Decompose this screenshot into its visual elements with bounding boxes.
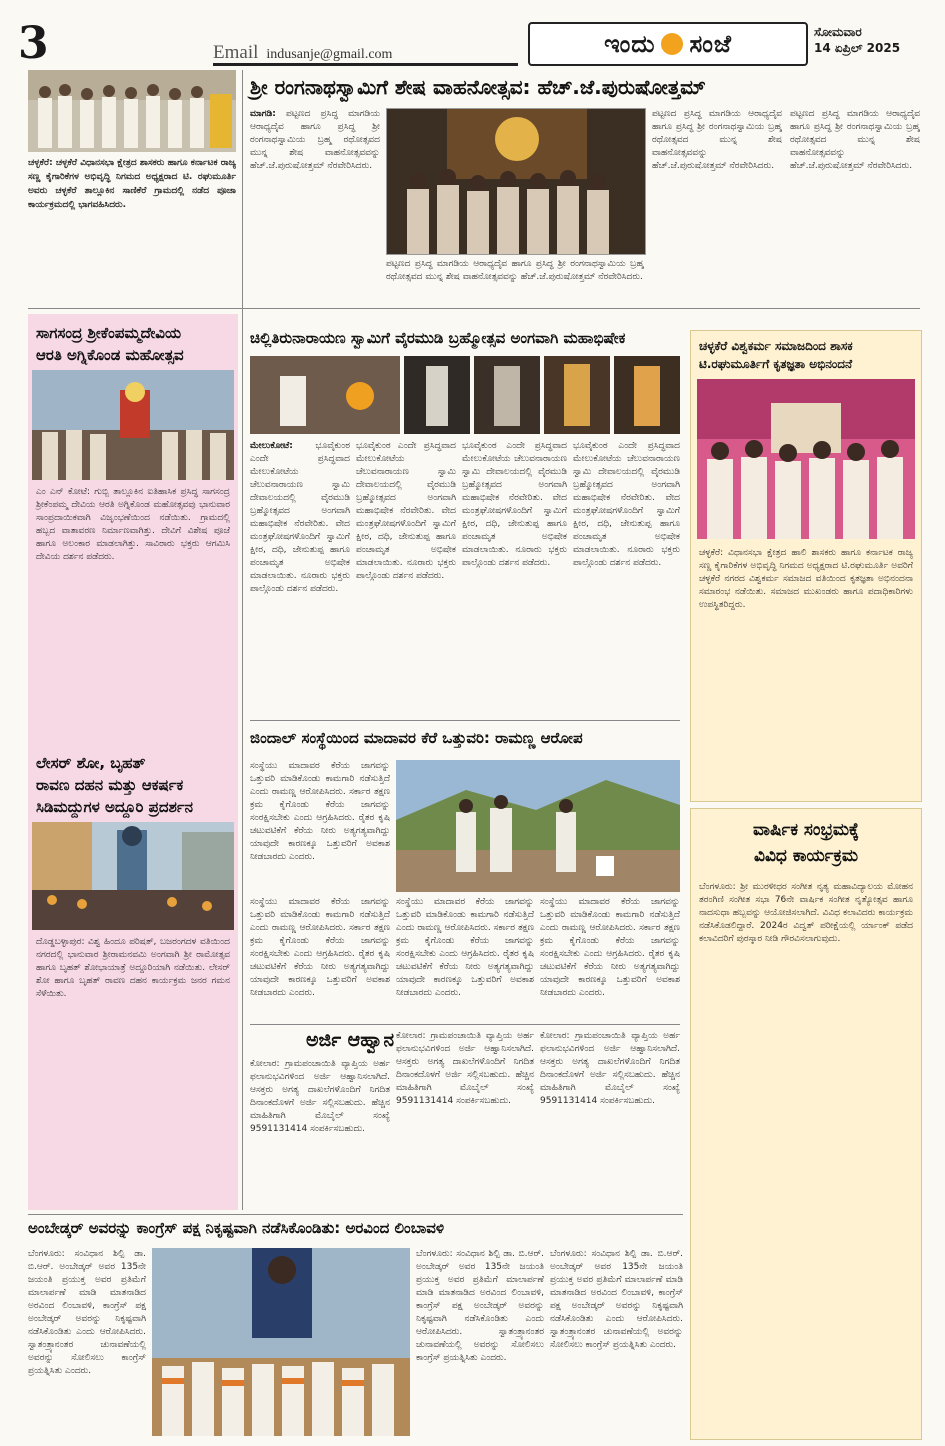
a9-headline	[691, 809, 921, 877]
a6-headline-line2: ರಾವಣ ದಹನ ಮತ್ತು ಆಕರ್ಷಕ	[36, 776, 184, 794]
a10-photo	[152, 1248, 410, 1436]
sun-logo-icon	[661, 33, 683, 55]
column-divider	[242, 70, 243, 1210]
a7-photo-svg	[396, 760, 680, 892]
a3-photo	[32, 370, 234, 480]
a7-body-col1: ಸಂಸ್ಥೆಯು ಮಾದಾವರ ಕೆರೆಯ ಜಾಗವನ್ನು ಒತ್ತುವರಿ ಮಾಡಿಕೊಂಡು ಕಾಮಗಾರಿ ನಡೆಸುತ್ತಿದೆ ಎಂದು ರಾಮಣ್ಣ ಆರೋಪಿಸಿದರು. ಸರ್ಕಾರ ತಕ್ಷಣ ಕ್ರಮ ಕೈಗೊಂಡು ಕೆರೆಯ ಜಾಗವನ್ನು ಸಂರಕ್ಷಿಸಬೇಕು ಎಂದು ಆಗ್ರಹಿಸಿದರು. ರೈತರ ಕೃಷಿ ಚಟುವಟಿಕೆಗೆ ಕೆರೆಯ ನೀರು ಅತ್ಯಗತ್ಯವಾಗಿದ್ದು ಯಾವುದೇ ಕಾರಣಕ್ಕೂ ಒತ್ತುವರಿಗೆ ಅವಕಾಶ ನೀಡಬಾರದು ಎಂದರು.	[250, 761, 390, 862]
a9-body: ಬೆಂಗಳೂರು: ಶ್ರೀ ಮುರಳೀಧರ ಸಂಗೀತ ನೃತ್ಯ ಮಹಾವಿದ್ಯಾಲಯ ಮೋಹನ ತರಂಗಿಣಿ ಸಂಗೀತ ಸಭಾ 76ನೇ ವಾರ್ಷಿಕ ಸಂಗೀತ ನೃತ್ಯೋತ್ಸವ ಹಾಗೂ ನಾದಸುಧಾ ಹಬ್ಬವನ್ನು ಆಯೋಜಿಸಲಾಗಿದೆ. ವಿವಿಧ ಕಲಾವಿದರು ಕಾರ್ಯಕ್ರಮ ನಡೆಸಿಕೊಡಲಿದ್ದಾರೆ. 2024ರ ವಿದ್ವತ್ ಪರೀಕ್ಷೆಯಲ್ಲಿ ರ್ಯಾಂಕ್ ಪಡೆದ ಕಲಾವಿದರಿಗೆ ಪುರಸ್ಕಾರ ನೀಡಿ ಗೌರವಿಸಲಾಗುವುದು.	[699, 882, 913, 944]
a2-photo-svg	[28, 70, 236, 152]
a5-box	[690, 330, 922, 802]
a4-photo-strip	[250, 356, 680, 434]
row-divider-2	[250, 720, 680, 721]
a5-photo-svg	[697, 379, 915, 539]
a5-photo	[697, 379, 915, 539]
a4-body-col3: ಭೂವೈಕುಂಠ ಎಂದೇ ಪ್ರಸಿದ್ಧವಾದ ಮೇಲುಕೋಟೆಯ ಚೆಲುವನಾರಾಯಣ ಸ್ವಾಮಿ ದೇವಾಲಯದಲ್ಲಿ ವೈರಮುಡಿ ಬ್ರಹ್ಮೋತ್ಸವದ ಅಂಗವಾಗಿ ಮಹಾಭಿಷೇಕ ನೆರವೇರಿತು. ವೇದ ಮಂತ್ರಘೋಷಗಳೊಂದಿಗೆ ಸ್ವಾಮಿಗೆ ಕ್ಷೀರ, ದಧಿ, ಜೇನುತುಪ್ಪ ಹಾಗೂ ಪಂಚಾಮೃತ ಅಭಿಷೇಕ ಮಾಡಲಾಯಿತು. ನೂರಾರು ಭಕ್ತರು ಪಾಲ್ಗೊಂಡು ದರ್ಶನ ಪಡೆದರು.	[462, 441, 567, 568]
a8-body-col2: ಕೋಲಾರ: ಗ್ರಾಮಪಂಚಾಯಿತಿ ವ್ಯಾಪ್ತಿಯ ಅರ್ಹ ಫಲಾನುಭವಿಗಳಿಂದ ಅರ್ಜಿ ಆಹ್ವಾನಿಸಲಾಗಿದೆ. ಆಸಕ್ತರು ಅಗತ್ಯ ದಾಖಲೆಗಳೊಂದಿಗೆ ನಿಗದಿತ ದಿನಾಂಕದೊಳಗೆ ಅರ್ಜಿ ಸಲ್ಲಿಸಬಹುದು. ಹೆಚ್ಚಿನ ಮಾಹಿತಿಗಾಗಿ ಮೊಬೈಲ್ ಸಂಖ್ಯೆ 9591131414 ಸಂಪರ್ಕಿಸಬಹುದು.	[396, 1031, 534, 1106]
a7-body-col2: ಸಂಸ್ಥೆಯು ಮಾದಾವರ ಕೆರೆಯ ಜಾಗವನ್ನು ಒತ್ತುವರಿ ಮಾಡಿಕೊಂಡು ಕಾಮಗಾರಿ ನಡೆಸುತ್ತಿದೆ ಎಂದು ರಾಮಣ್ಣ ಆರೋಪಿಸಿದರು. ಸರ್ಕಾರ ತಕ್ಷಣ ಕ್ರಮ ಕೈಗೊಂಡು ಕೆರೆಯ ಜಾಗವನ್ನು ಸಂರಕ್ಷಿಸಬೇಕು ಎಂದು ಆಗ್ರಹಿಸಿದರು. ರೈತರ ಕೃಷಿ ಚಟುವಟಿಕೆಗೆ ಕೆರೆಯ ನೀರು ಅತ್ಯಗತ್ಯವಾಗಿದ್ದು ಯಾವುದೇ ಕಾರಣಕ್ಕೂ ಒತ್ತುವರಿಗೆ ಅವಕಾಶ ನೀಡಬಾರದು ಎಂದರು.	[250, 897, 390, 998]
a1-headline: ಶ್ರೀ ರಂಗನಾಥಸ್ವಾಮಿಗೆ ಶೇಷ ವಾಹನೋತ್ಸವ: ಹೆಚ್.ಜೆ.ಪುರುಷೋತ್ತಮ್	[250, 75, 706, 99]
a2-caption: ಚಳ್ಳಕೆರೆ: ಚಳ್ಳಕೆರೆ ವಿಧಾನಸಭಾ ಕ್ಷೇತ್ರದ ಶಾಸಕರು ಹಾಗೂ ಕರ್ನಾಟಕ ರಾಜ್ಯ ಸಣ್ಣ ಕೈಗಾರಿಕೆಗಳ ಅಭಿವೃದ್ಧಿ ನಿಗಮದ ಅಧ್ಯಕ್ಷರಾದ ಟಿ. ರಘುಮೂರ್ತಿ ಅವರು ಚಳ್ಳಕೆರೆ ತಾಲ್ಲೂಕಿನ ಸಾಣಿಕೆರೆ ಗ್ರಾಮದಲ್ಲಿ ನಡೆದ ಪೂಜಾ ಕಾರ್ಯಕ್ರಮದಲ್ಲಿ ಭಾಗವಹಿಸಿದರು.	[28, 158, 236, 210]
a1-body-col4: ಪಟ್ಟಣದ ಪ್ರಸಿದ್ಧ ಮಾಗಡಿಯ ಆರಾಧ್ಯದೈವ ಹಾಗೂ ಪ್ರಸಿದ್ಧ ಶ್ರೀ ರಂಗನಾಥಸ್ವಾಮಿಯ ಬ್ರಹ್ಮ ರಥೋತ್ಸವದ ಮುನ್ನ ಶೇಷ ವಾಹನೋತ್ಸವವನ್ನು ಹೆಚ್.ಜೆ.ಪುರುಷೋತ್ತಮ್ ನೆರವೇರಿಸಿದರು.	[790, 109, 920, 171]
a10-photo-svg	[152, 1248, 410, 1436]
a1-dateline: ಮಾಗಡಿ:	[250, 109, 276, 119]
a7-body-col3: ಸಂಸ್ಥೆಯು ಮಾದಾವರ ಕೆರೆಯ ಜಾಗವನ್ನು ಒತ್ತುವರಿ ಮಾಡಿಕೊಂಡು ಕಾಮಗಾರಿ ನಡೆಸುತ್ತಿದೆ ಎಂದು ರಾಮಣ್ಣ ಆರೋಪಿಸಿದರು. ಸರ್ಕಾರ ತಕ್ಷಣ ಕ್ರಮ ಕೈಗೊಂಡು ಕೆರೆಯ ಜಾಗವನ್ನು ಸಂರಕ್ಷಿಸಬೇಕು ಎಂದು ಆಗ್ರಹಿಸಿದರು. ರೈತರ ಕೃಷಿ ಚಟುವಟಿಕೆಗೆ ಕೆರೆಯ ನೀರು ಅತ್ಯಗತ್ಯವಾಗಿದ್ದು ಯಾವುದೇ ಕಾರಣಕ್ಕೂ ಒತ್ತುವರಿಗೆ ಅವಕಾಶ ನೀಡಬಾರದು ಎಂದರು.	[396, 897, 534, 998]
header-rule	[213, 63, 518, 66]
a10-headline: ಅಂಬೇಡ್ಕರ್ ಅವರನ್ನು ಕಾಂಗ್ರೆಸ್ ಪಕ್ಷ ನಿಕೃಷ್ಟವಾಗಿ ನಡೆಸಿಕೊಂಡಿತು: ಅರವಿಂದ ಲಿಂಬಾವಳಿ	[28, 1219, 445, 1237]
issue-date: 14 ಏಪ್ರಿಲ್ 2025	[814, 41, 901, 55]
a4-body-col2: ಭೂವೈಕುಂಠ ಎಂದೇ ಪ್ರಸಿದ್ಧವಾದ ಮೇಲುಕೋಟೆಯ ಚೆಲುವನಾರಾಯಣ ಸ್ವಾಮಿ ದೇವಾಲಯದಲ್ಲಿ ವೈರಮುಡಿ ಬ್ರಹ್ಮೋತ್ಸವದ ಅಂಗವಾಗಿ ಮಹಾಭಿಷೇಕ ನೆರವೇರಿತು. ವೇದ ಮಂತ್ರಘೋಷಗಳೊಂದಿಗೆ ಸ್ವಾಮಿಗೆ ಕ್ಷೀರ, ದಧಿ, ಜೇನುತುಪ್ಪ ಹಾಗೂ ಪಂಚಾಮೃತ ಅಭಿಷೇಕ ಮಾಡಲಾಯಿತು. ನೂರಾರು ಭಕ್ತರು ಪಾಲ್ಗೊಂಡು ದರ್ಶನ ಪಡೆದರು.	[356, 441, 456, 581]
a6-box	[28, 744, 238, 1210]
weekday: ಸೋಮವಾರ	[814, 25, 862, 39]
a3-headline-line1: ಸಾಗಸಂದ್ರ ಶ್ರೀಕೆಂಪಮ್ಮದೇವಿಯ	[36, 324, 182, 342]
a4-photo-strip-svg	[250, 356, 680, 434]
a6-headline-line1: ಲೇಸರ್ ಶೋ, ಬೃಹತ್	[36, 754, 146, 772]
a3-box	[28, 314, 238, 744]
email-label: Email	[213, 42, 259, 63]
a8-headline: ಅರ್ಜಿ ಆಹ್ವಾನ	[305, 1029, 395, 1051]
a1-lead: ಪಟ್ಟಣದ ಪ್ರಸಿದ್ಧ ಮಾಗಡಿಯ ಆರಾಧ್ಯದೈವ ಹಾಗೂ ಪ್ರಸಿದ್ಧ ಶ್ರೀ ರಂಗನಾಥಸ್ವಾಮಿಯ ಬ್ರಹ್ಮ ರಥೋತ್ಸವದ ಮುನ್ನ ಶೇಷ ವಾಹನೋತ್ಸವವನ್ನು ಹೆಚ್.ಜೆ.ಪುರುಷೋತ್ತಮ್ ನೆರವೇರಿಸಿದರು.	[250, 109, 380, 171]
email-line	[213, 42, 392, 64]
a4-lead: ಭೂವೈಕುಂಠ ಎಂದೇ ಪ್ರಸಿದ್ಧವಾದ ಮೇಲುಕೋಟೆಯ ಚೆಲುವನಾರಾಯಣ ಸ್ವಾಮಿ ದೇವಾಲಯದಲ್ಲಿ ವೈರಮುಡಿ ಬ್ರಹ್ಮೋತ್ಸವದ ಅಂಗವಾಗಿ ಮಹಾಭಿಷೇಕ ನೆರವೇರಿತು. ವೇದ ಮಂತ್ರಘೋಷಗಳೊಂದಿಗೆ ಸ್ವಾಮಿಗೆ ಕ್ಷೀರ, ದಧಿ, ಜೇನುತುಪ್ಪ ಹಾಗೂ ಪಂಚಾಮೃತ ಅಭಿಷೇಕ ಮಾಡಲಾಯಿತು. ನೂರಾರು ಭಕ್ತರು ಪಾಲ್ಗೊಂಡು ದರ್ಶನ ಪಡೆದರು.	[250, 441, 350, 594]
a1-photo-svg	[387, 109, 645, 254]
a6-body: ದೊಡ್ಡಬಳ್ಳಾಪುರ: ವಿಶ್ವ ಹಿಂದೂ ಪರಿಷತ್, ಬಜರಂಗದಳ ವತಿಯಿಂದ ನಗರದಲ್ಲಿ ಭಾನುವಾರ ಶ್ರೀರಾಮನವಮಿ ಅಂಗವಾಗಿ ಶ್ರೀ ರಾಮೋತ್ಸವ ಹಾಗೂ ಬೃಹತ್ ಶೋಭಾಯಾತ್ರೆ ಅದ್ದೂರಿಯಾಗಿ ನಡೆಯಿತು. ಲೇಸರ್ ಶೋ ಹಾಗೂ ಬೃಹತ್ ರಾವಣ ದಹನ ಕಾರ್ಯಕ್ರಮ ಜನರ ಗಮನ ಸೆಳೆಯಿತು.	[36, 937, 230, 999]
a9-headline-line2: ವಿವಿಧ ಕಾರ್ಯಕ್ರಮ	[753, 846, 859, 866]
a4-body-col1	[250, 440, 350, 710]
a1-body-col2: ಪಟ್ಟಣದ ಪ್ರಸಿದ್ಧ ಮಾಗಡಿಯ ಆರಾಧ್ಯದೈವ ಹಾಗೂ ಪ್ರಸಿದ್ಧ ಶ್ರೀ ರಂಗನಾಥಸ್ವಾಮಿಯ ಬ್ರಹ್ಮ ರಥೋತ್ಸವದ ಮುನ್ನ ಶೇಷ ವಾಹನೋತ್ಸವವನ್ನು ಹೆಚ್.ಜೆ.ಪುರುಷೋತ್ತಮ್ ನೆರವೇರಿಸಿದರು.	[386, 259, 644, 282]
a5-headline-line1: ಚಳ್ಳಕೆರೆ ವಿಶ್ವಕರ್ಮ ಸಮಾಜದಿಂದ ಶಾಸಕ	[699, 339, 853, 353]
masthead-left: ಇಂದು	[604, 30, 656, 58]
a3-photo-svg	[32, 370, 234, 480]
a5-headline-line2: ಟಿ.ರಘುಮೂರ್ತಿಗೆ ಕೃತಜ್ಞತಾ ಅಭಿನಂದನೆ	[699, 357, 853, 371]
a4-body-col4: ಭೂವೈಕುಂಠ ಎಂದೇ ಪ್ರಸಿದ್ಧವಾದ ಮೇಲುಕೋಟೆಯ ಚೆಲುವನಾರಾಯಣ ಸ್ವಾಮಿ ದೇವಾಲಯದಲ್ಲಿ ವೈರಮುಡಿ ಬ್ರಹ್ಮೋತ್ಸವದ ಅಂಗವಾಗಿ ಮಹಾಭಿಷೇಕ ನೆರವೇರಿತು. ವೇದ ಮಂತ್ರಘೋಷಗಳೊಂದಿಗೆ ಸ್ವಾಮಿಗೆ ಕ್ಷೀರ, ದಧಿ, ಜೇನುತುಪ್ಪ ಹಾಗೂ ಪಂಚಾಮೃತ ಅಭಿಷೇಕ ಮಾಡಲಾಯಿತು. ನೂರಾರು ಭಕ್ತರು ಪಾಲ್ಗೊಂಡು ದರ್ಶನ ಪಡೆದರು.	[573, 441, 680, 568]
a3-headline-line2: ಆರತಿ ಅಗ್ನಿಕೊಂಡ ಮಹೋತ್ಸವ	[36, 346, 184, 364]
a9-headline-line1: ವಾರ್ಷಿಕ ಸಂಭ್ರಮಕ್ಕೆ	[753, 820, 859, 840]
dateline	[814, 24, 929, 56]
email-address[interactable]: indusanje@gmail.com	[266, 47, 393, 62]
a10-body-col1: ಬೆಂಗಳೂರು: ಸಂವಿಧಾನ ಶಿಲ್ಪಿ ಡಾ. ಬಿ.ಆರ್. ಅಂಬೇಡ್ಕರ್ ಅವರ 135ನೇ ಜಯಂತಿ ಪ್ರಯುಕ್ತ ಅವರ ಪ್ರತಿಮೆಗೆ ಮಾಲಾರ್ಪಣೆ ಮಾಡಿ ಮಾತನಾಡಿದ ಅರವಿಂದ ಲಿಂಬಾವಳಿ, ಕಾಂಗ್ರೆಸ್ ಪಕ್ಷ ಅಂಬೇಡ್ಕರ್ ಅವರನ್ನು ನಿಕೃಷ್ಟವಾಗಿ ನಡೆಸಿಕೊಂಡಿತು ಎಂದು ಆರೋಪಿಸಿದರು. ಸ್ವಾತಂತ್ರ್ಯಾನಂತರ ಚುನಾವಣೆಯಲ್ಲಿ ಅವರನ್ನು ಸೋಲಿಸಲು ಕಾಂಗ್ರೆಸ್ ಪ್ರಯತ್ನಿಸಿತು ಎಂದರು.	[28, 1249, 146, 1376]
a3-headline	[28, 314, 238, 370]
a9-box	[690, 808, 922, 1440]
row-divider	[28, 308, 920, 309]
a1-photo	[386, 108, 646, 255]
a1-body-col1	[250, 108, 380, 303]
a4-dateline: ಮೇಲುಕೋಟೆ:	[250, 441, 293, 451]
a7-body-col4: ಸಂಸ್ಥೆಯು ಮಾದಾವರ ಕೆರೆಯ ಜಾಗವನ್ನು ಒತ್ತುವರಿ ಮಾಡಿಕೊಂಡು ಕಾಮಗಾರಿ ನಡೆಸುತ್ತಿದೆ ಎಂದು ರಾಮಣ್ಣ ಆರೋಪಿಸಿದರು. ಸರ್ಕಾರ ತಕ್ಷಣ ಕ್ರಮ ಕೈಗೊಂಡು ಕೆರೆಯ ಜಾಗವನ್ನು ಸಂರಕ್ಷಿಸಬೇಕು ಎಂದು ಆಗ್ರಹಿಸಿದರು. ರೈತರ ಕೃಷಿ ಚಟುವಟಿಕೆಗೆ ಕೆರೆಯ ನೀರು ಅತ್ಯಗತ್ಯವಾಗಿದ್ದು ಯಾವುದೇ ಕಾರಣಕ್ಕೂ ಒತ್ತುವರಿಗೆ ಅವಕಾಶ ನೀಡಬಾರದು ಎಂದರು.	[540, 897, 680, 998]
a7-headline: ಜಿಂದಾಲ್ ಸಂಸ್ಥೆಯಿಂದ ಮಾದಾವರ ಕೆರೆ ಒತ್ತುವರಿ: ರಾಮಣ್ಣ ಆರೋಪ	[250, 729, 583, 747]
a10-body-col3: ಬೆಂಗಳೂರು: ಸಂವಿಧಾನ ಶಿಲ್ಪಿ ಡಾ. ಬಿ.ಆರ್. ಅಂಬೇಡ್ಕರ್ ಅವರ 135ನೇ ಜಯಂತಿ ಪ್ರಯುಕ್ತ ಅವರ ಪ್ರತಿಮೆಗೆ ಮಾಲಾರ್ಪಣೆ ಮಾಡಿ ಮಾತನಾಡಿದ ಅರವಿಂದ ಲಿಂಬಾವಳಿ, ಕಾಂಗ್ರೆಸ್ ಪಕ್ಷ ಅಂಬೇಡ್ಕರ್ ಅವರನ್ನು ನಿಕೃಷ್ಟವಾಗಿ ನಡೆಸಿಕೊಂಡಿತು ಎಂದು ಆರೋಪಿಸಿದರು. ಸ್ವಾತಂತ್ರ್ಯಾನಂತರ ಚುನಾವಣೆಯಲ್ಲಿ ಅವರನ್ನು ಸೋಲಿಸಲು ಕಾಂಗ್ರೆಸ್ ಪ್ರಯತ್ನಿಸಿತು ಎಂದರು.	[550, 1249, 683, 1350]
a6-photo	[32, 822, 234, 930]
masthead	[528, 22, 808, 66]
row-divider-3	[250, 1024, 680, 1025]
row-divider-4	[28, 1214, 683, 1215]
masthead-right: ಸಂಜೆ	[689, 30, 732, 58]
a1-body-col3: ಪಟ್ಟಣದ ಪ್ರಸಿದ್ಧ ಮಾಗಡಿಯ ಆರಾಧ್ಯದೈವ ಹಾಗೂ ಪ್ರಸಿದ್ಧ ಶ್ರೀ ರಂಗನಾಥಸ್ವಾಮಿಯ ಬ್ರಹ್ಮ ರಥೋತ್ಸವದ ಮುನ್ನ ಶೇಷ ವಾಹನೋತ್ಸವವನ್ನು ಹೆಚ್.ಜೆ.ಪುರುಷೋತ್ತಮ್ ನೆರವೇರಿಸಿದರು.	[652, 109, 782, 171]
a4-headline: ಚಿಲ್ಲಿತಿರುನಾರಾಯಣ ಸ್ವಾಮಿಗೆ ವೈರಮುಡಿ ಬ್ರಹ್ಮೋತ್ಸವ ಅಂಗವಾಗಿ ಮಹಾಭಿಷೇಕ	[250, 329, 626, 347]
a8-body-col3: ಕೋಲಾರ: ಗ್ರಾಮಪಂಚಾಯಿತಿ ವ್ಯಾಪ್ತಿಯ ಅರ್ಹ ಫಲಾನುಭವಿಗಳಿಂದ ಅರ್ಜಿ ಆಹ್ವಾನಿಸಲಾಗಿದೆ. ಆಸಕ್ತರು ಅಗತ್ಯ ದಾಖಲೆಗಳೊಂದಿಗೆ ನಿಗದಿತ ದಿನಾಂಕದೊಳಗೆ ಅರ್ಜಿ ಸಲ್ಲಿಸಬಹುದು. ಹೆಚ್ಚಿನ ಮಾಹಿತಿಗಾಗಿ ಮೊಬೈಲ್ ಸಂಖ್ಯೆ 9591131414 ಸಂಪರ್ಕಿಸಬಹುದು.	[540, 1031, 680, 1106]
a6-headline-line3: ಸಿಡಿಮದ್ದುಗಳ ಅದ್ದೂರಿ ಪ್ರದರ್ಶನ	[36, 798, 193, 816]
a5-body: ಚಳ್ಳಕೆರೆ: ವಿಧಾನಸಭಾ ಕ್ಷೇತ್ರದ ಹಾಲಿ ಶಾಸಕರು ಹಾಗೂ ಕರ್ನಾಟಕ ರಾಜ್ಯ ಸಣ್ಣ ಕೈಗಾರಿಕೆಗಳ ಅಭಿವೃದ್ಧಿ ನಿಗಮದ ಅಧ್ಯಕ್ಷರಾದ ಟಿ.ರಘುಮೂರ್ತಿ ಅವರಿಗೆ ಚಳ್ಳಕೆರೆ ನಗರದ ವಿಶ್ವಕರ್ಮ ಸಮಾಜದ ವತಿಯಿಂದ ಕೃತಜ್ಞತಾ ಅಭಿನಂದನಾ ಸಮಾರಂಭ ನಡೆಯಿತು. ಸಮಾಜದ ಮುಖಂಡರು ಹಾಗೂ ಪದಾಧಿಕಾರಿಗಳು ಉಪಸ್ಥಿತರಿದ್ದರು.	[699, 548, 913, 610]
a5-headline	[691, 331, 921, 379]
a6-headline	[28, 744, 238, 822]
page-number: 3	[18, 18, 49, 69]
a3-body: ಎಂ ಎನ್ ಕೋಟೆ: ಗುಬ್ಬಿ ತಾಲ್ಲೂಕಿನ ಐತಿಹಾಸಿಕ ಪ್ರಸಿದ್ಧ ಸಾಗಸಂದ್ರ ಶ್ರೀಕೆಂಪಮ್ಮ ದೇವಿಯ ಆರತಿ ಅಗ್ನಿಕೊಂಡ ಮಹೋತ್ಸವವು ಭಾನುವಾರ ಸಾಂಪ್ರದಾಯಿಕವಾಗಿ ವಿಜೃಂಭಣೆಯಿಂದ ನಡೆಯಿತು. ಗ್ರಾಮದಲ್ಲಿ ಹಬ್ಬದ ವಾತಾವರಣ ನಿರ್ಮಾಣವಾಗಿತ್ತು. ದೇವಿಗೆ ವಿಶೇಷ ಪೂಜೆ ಹಾಗೂ ಅಲಂಕಾರ ಮಾಡಲಾಗಿತ್ತು. ಸಾವಿರಾರು ಭಕ್ತರು ಆಗಮಿಸಿ ದೇವಿಯ ದರ್ಶನ ಪಡೆದರು.	[36, 487, 230, 562]
a8-body-col1: ಕೋಲಾರ: ಗ್ರಾಮಪಂಚಾಯಿತಿ ವ್ಯಾಪ್ತಿಯ ಅರ್ಹ ಫಲಾನುಭವಿಗಳಿಂದ ಅರ್ಜಿ ಆಹ್ವಾನಿಸಲಾಗಿದೆ. ಆಸಕ್ತರು ಅಗತ್ಯ ದಾಖಲೆಗಳೊಂದಿಗೆ ನಿಗದಿತ ದಿನಾಂಕದೊಳಗೆ ಅರ್ಜಿ ಸಲ್ಲಿಸಬಹುದು. ಹೆಚ್ಚಿನ ಮಾಹಿತಿಗಾಗಿ ಮೊಬೈಲ್ ಸಂಖ್ಯೆ 9591131414 ಸಂಪರ್ಕಿಸಬಹುದು.	[250, 1059, 390, 1134]
a7-photo	[396, 760, 680, 892]
a6-photo-svg	[32, 822, 234, 930]
a2-photo	[28, 70, 236, 152]
a10-body-col2: ಬೆಂಗಳೂರು: ಸಂವಿಧಾನ ಶಿಲ್ಪಿ ಡಾ. ಬಿ.ಆರ್. ಅಂಬೇಡ್ಕರ್ ಅವರ 135ನೇ ಜಯಂತಿ ಪ್ರಯುಕ್ತ ಅವರ ಪ್ರತಿಮೆಗೆ ಮಾಲಾರ್ಪಣೆ ಮಾಡಿ ಮಾತನಾಡಿದ ಅರವಿಂದ ಲಿಂಬಾವಳಿ, ಕಾಂಗ್ರೆಸ್ ಪಕ್ಷ ಅಂಬೇಡ್ಕರ್ ಅವರನ್ನು ನಿಕೃಷ್ಟವಾಗಿ ನಡೆಸಿಕೊಂಡಿತು ಎಂದು ಆರೋಪಿಸಿದರು. ಸ್ವಾತಂತ್ರ್ಯಾನಂತರ ಚುನಾವಣೆಯಲ್ಲಿ ಅವರನ್ನು ಸೋಲಿಸಲು ಕಾಂಗ್ರೆಸ್ ಪ್ರಯತ್ನಿಸಿತು ಎಂದರು.	[416, 1249, 544, 1363]
